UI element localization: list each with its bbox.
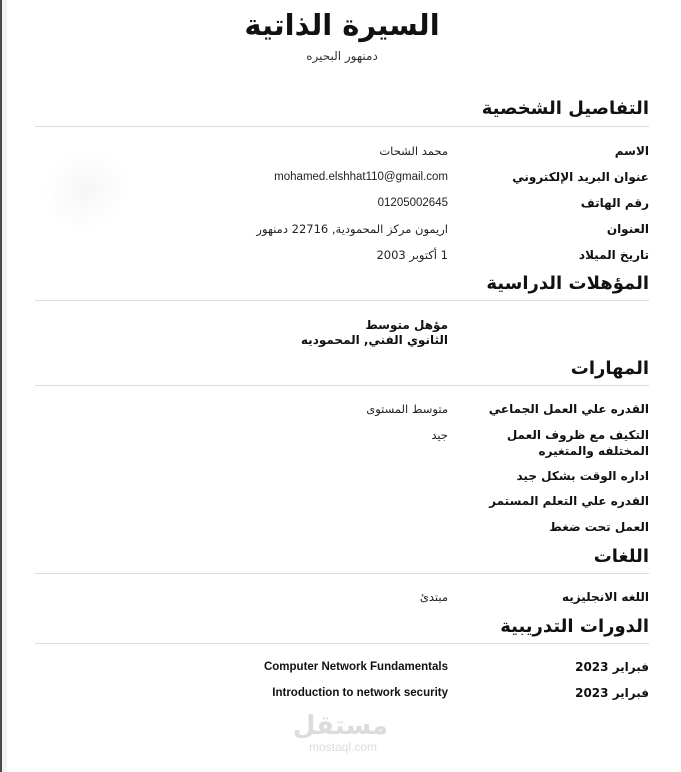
birthdate-value: 1 أكتوبر 2003 bbox=[376, 248, 448, 262]
course-row bbox=[35, 685, 649, 705]
personal-row-birthdate bbox=[35, 247, 649, 267]
personal-row-name bbox=[35, 143, 649, 163]
course-title: Computer Network Fundamentals bbox=[263, 661, 448, 673]
skill-level: جيد bbox=[431, 428, 448, 442]
course-title: Introduction to network security bbox=[272, 687, 448, 699]
section-divider bbox=[35, 126, 649, 127]
course-date: فبراير 2023 bbox=[575, 686, 649, 700]
section-heading-personal: التفاصيل الشخصية bbox=[481, 98, 649, 119]
field-value: محمد الشحات bbox=[379, 144, 448, 158]
course-row bbox=[35, 659, 649, 679]
section-divider bbox=[35, 385, 649, 386]
section-heading-skills: المهارات bbox=[570, 358, 649, 379]
watermark-latin: mostaql.com bbox=[308, 740, 378, 754]
education-entry bbox=[301, 318, 448, 348]
skill-row bbox=[35, 401, 649, 421]
skill-label: اداره الوقت بشكل جيد bbox=[516, 469, 649, 483]
section-heading-courses: الدورات التدريبية bbox=[500, 616, 649, 637]
email-value: mohamed.elshhat110@gmail.com bbox=[274, 171, 448, 183]
mostaql-watermark-logo bbox=[292, 711, 388, 754]
field-label: تاريخ الميلاد bbox=[578, 248, 649, 262]
section-heading-languages: اللغات bbox=[593, 546, 649, 567]
page-left-shadow bbox=[2, 0, 7, 772]
language-level: مبتدئ bbox=[419, 590, 448, 604]
field-label: الاسم bbox=[614, 144, 649, 158]
skill-row bbox=[35, 519, 649, 539]
page-title: السيرة الذاتية bbox=[244, 8, 440, 42]
address-value: اريمون مركز المحمودية, 22716 دمنهور bbox=[256, 222, 448, 236]
phone-value: 01205002645 bbox=[377, 197, 448, 209]
personal-row-phone bbox=[35, 195, 649, 215]
skill-level: متوسط المستوى bbox=[366, 402, 448, 416]
section-heading-education: المؤهلات الدراسية bbox=[486, 273, 649, 294]
watermark-arabic: مستقل bbox=[292, 711, 388, 741]
language-label: اللغه الانجليزيه bbox=[562, 590, 649, 604]
section-divider bbox=[35, 300, 649, 301]
section-divider bbox=[35, 643, 649, 644]
personal-row-email bbox=[35, 169, 649, 189]
course-date: فبراير 2023 bbox=[575, 660, 649, 674]
skill-row bbox=[35, 468, 649, 488]
education-degree: مؤهل متوسط bbox=[365, 318, 448, 332]
skill-label: القدره علي العمل الجماعي bbox=[488, 402, 649, 416]
field-label: رقم الهاتف bbox=[580, 196, 649, 210]
skill-row bbox=[35, 427, 649, 461]
section-divider bbox=[35, 573, 649, 574]
skill-label: العمل تحت ضغط bbox=[549, 520, 649, 534]
personal-row-address bbox=[35, 221, 649, 241]
skill-row bbox=[35, 493, 649, 513]
education-school: الثانوي الفني, المحموديه bbox=[300, 333, 448, 347]
field-label: عنوان البريد الإلكتروني bbox=[512, 170, 649, 184]
page-subtitle-location: دمنهور البحيره bbox=[306, 49, 378, 63]
language-row bbox=[35, 589, 649, 609]
skill-label: القدره علي التعلم المستمر bbox=[489, 494, 649, 508]
skill-label: التكيف مع ظروف العمل المختلفه والمتغيره bbox=[506, 428, 649, 458]
field-label: العنوان bbox=[606, 222, 649, 236]
